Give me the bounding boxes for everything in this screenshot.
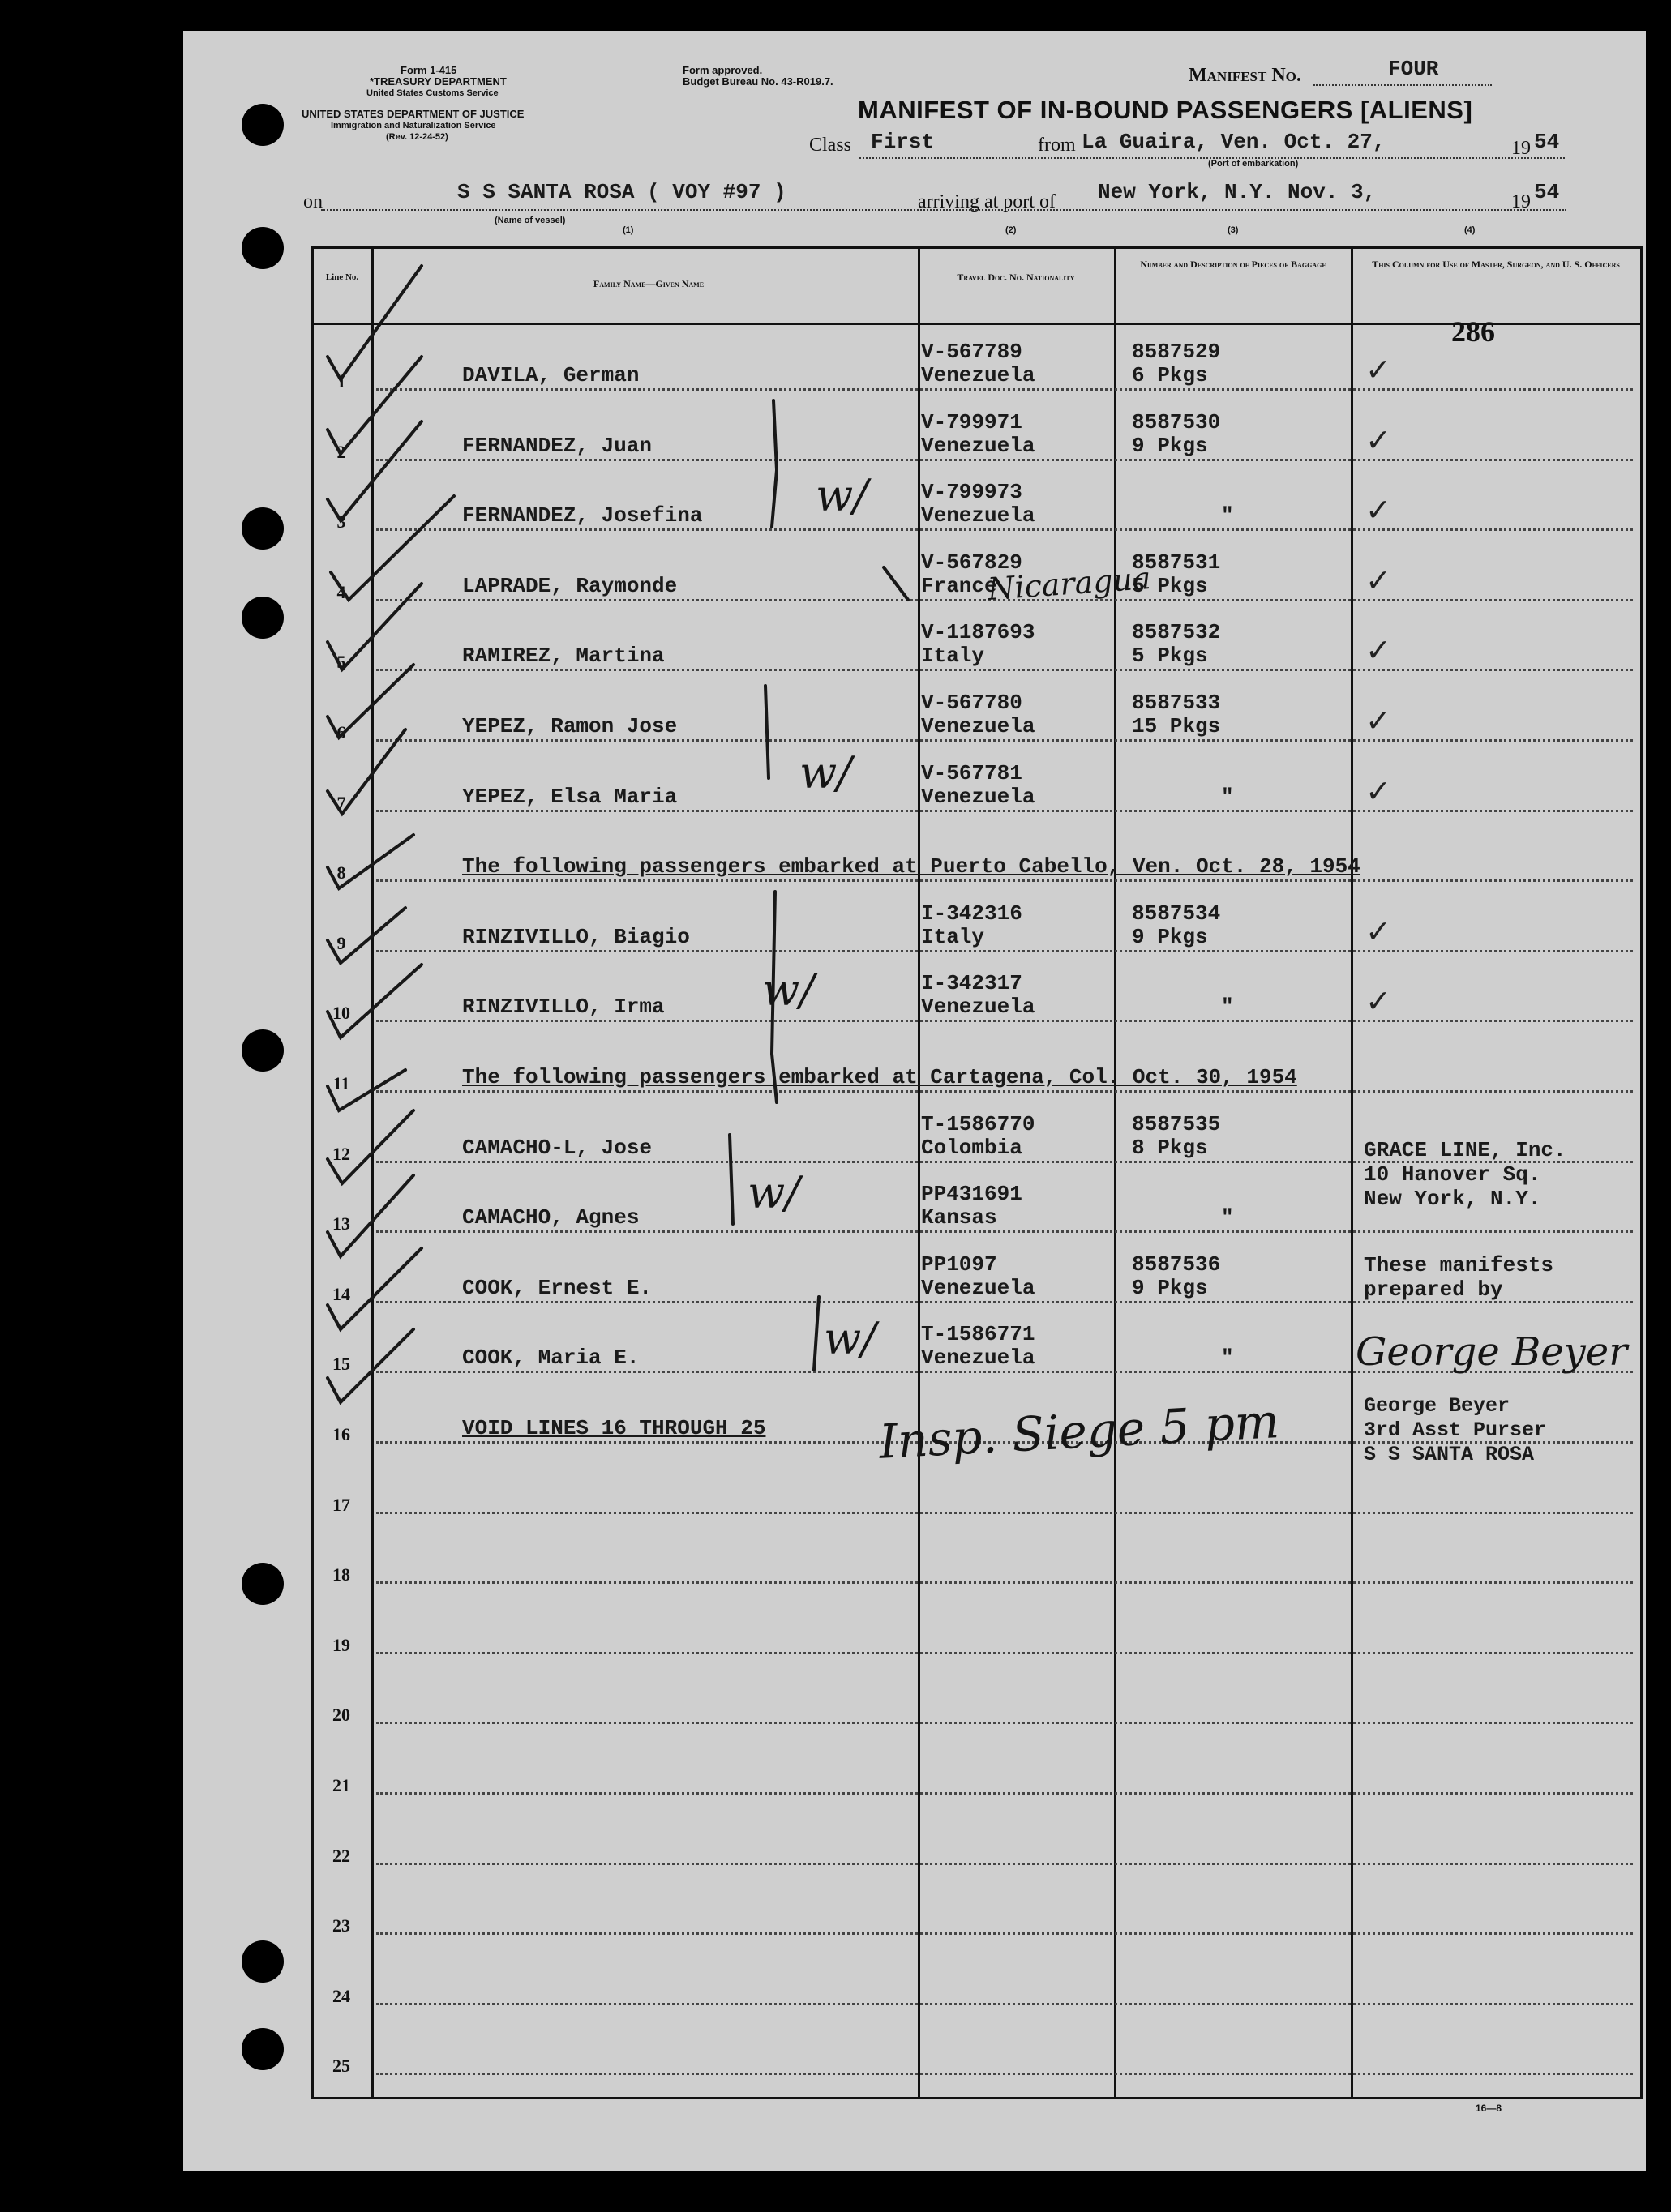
handwritten-inspection-note: Insp. Siege 5 pm xyxy=(877,1393,1281,1470)
officer-check-mark: ✓ xyxy=(1365,703,1391,738)
package-count: " xyxy=(1221,1346,1234,1371)
embarkation-note: VOID LINES 16 THROUGH 25 xyxy=(462,1416,766,1440)
package-count: " xyxy=(1221,784,1234,809)
prepared-line: These manifests xyxy=(1364,1253,1554,1277)
baggage xyxy=(1132,340,1220,387)
line-number: 13 xyxy=(332,1213,350,1234)
prepared-line: prepared by xyxy=(1364,1277,1503,1302)
line-number: 12 xyxy=(332,1143,350,1164)
baggage xyxy=(1132,691,1220,738)
col-3-marker: (3) xyxy=(1228,225,1239,235)
row-ruling xyxy=(376,2003,1633,2005)
travel-doc xyxy=(921,1323,1035,1370)
binder-hole xyxy=(242,1940,284,1983)
row-ruling xyxy=(376,1792,1633,1795)
approval-note: Form approved. xyxy=(683,64,763,76)
row-ruling xyxy=(376,1722,1633,1724)
year-from: 54 xyxy=(1534,130,1560,154)
nationality: Venezuela xyxy=(921,1275,1035,1300)
package-count: " xyxy=(1221,1205,1234,1230)
row-ruling xyxy=(376,2073,1633,2075)
handwritten-wife-mark: w/ xyxy=(816,470,868,521)
row-ruling xyxy=(376,1652,1633,1654)
baggage-number: 8587535 xyxy=(1132,1111,1221,1136)
table-row xyxy=(311,2012,1638,2082)
line-number: 24 xyxy=(332,1985,350,2006)
passenger-name: CAMACHO-L, Jose xyxy=(462,1135,653,1160)
passenger-name: RINZIVILLO, Biagio xyxy=(462,924,690,949)
package-count: 5 Pkgs xyxy=(1132,644,1208,669)
row-ruling xyxy=(376,1581,1633,1584)
package-count: 9 Pkgs xyxy=(1132,1275,1208,1300)
travel-doc xyxy=(921,340,1035,387)
officer-check-mark: ✓ xyxy=(1365,562,1391,598)
handwritten-wife-mark: w/ xyxy=(824,1313,876,1364)
from-port: La Guaira, Ven. Oct. 27, xyxy=(1082,130,1386,154)
treasury-dept: *TREASURY DEPARTMENT xyxy=(370,75,507,88)
table-row xyxy=(311,1731,1638,1801)
passenger-name: RINZIVILLO, Irma xyxy=(462,995,665,1020)
baggage-number: 8587533 xyxy=(1132,691,1221,715)
table-row xyxy=(311,327,1638,397)
nationality: Venezuela xyxy=(921,714,1035,738)
package-count: 15 Pkgs xyxy=(1132,714,1221,738)
row-ruling xyxy=(376,1932,1633,1935)
doc-number: V-567789 xyxy=(921,340,1022,364)
baggage-number: 8587536 xyxy=(1132,1251,1221,1277)
nationality: Colombia xyxy=(921,1135,1022,1160)
arriving-label: arriving at port of xyxy=(918,191,1056,212)
page-title: MANIFEST OF IN-BOUND PASSENGERS [ALIENS] xyxy=(858,96,1473,124)
col-4-marker: (4) xyxy=(1464,225,1476,235)
row-ruling xyxy=(376,739,1633,742)
binder-hole xyxy=(242,1029,284,1072)
arrival-port: New York, N.Y. Nov. 3, xyxy=(1098,180,1377,204)
table-row xyxy=(311,1942,1638,2012)
company-line: 10 Hanover Sq. xyxy=(1364,1162,1541,1187)
line-number: 16 xyxy=(332,1424,350,1444)
ins-name: Immigration and Naturalization Service xyxy=(331,121,496,130)
handwritten-wife-mark: w/ xyxy=(748,1167,800,1218)
row-ruling xyxy=(376,1020,1633,1022)
prepared-block xyxy=(1364,1253,1553,1302)
row-ruling xyxy=(376,459,1633,461)
baggage-number: 8587531 xyxy=(1132,550,1221,575)
travel-doc xyxy=(921,762,1035,809)
line-number: 20 xyxy=(332,1705,350,1726)
package-count: " xyxy=(1221,995,1234,1020)
table-row xyxy=(311,678,1638,748)
row-ruling xyxy=(376,1512,1633,1514)
doc-number: PP1097 xyxy=(921,1251,997,1277)
baggage-number: 8587530 xyxy=(1132,409,1221,434)
line-number: 18 xyxy=(332,1564,350,1585)
doc-number: T-1586770 xyxy=(921,1111,1035,1136)
table-row xyxy=(311,1802,1638,1872)
line-number: 9 xyxy=(336,932,346,953)
travel-doc xyxy=(921,481,1035,528)
table-row xyxy=(311,819,1638,888)
table-row xyxy=(311,538,1638,608)
nationality: Venezuela xyxy=(921,433,1035,458)
package-count: 6 Pkgs xyxy=(1132,363,1208,387)
header-name: Family Name—Given Name xyxy=(593,278,705,289)
passenger-name: FERNANDEZ, Juan xyxy=(462,433,653,458)
nationality: Venezuela xyxy=(921,1346,1035,1371)
binder-hole xyxy=(242,597,284,639)
passenger-name: COOK, Maria E. xyxy=(462,1346,640,1371)
table-row xyxy=(311,1661,1638,1731)
nationality: France xyxy=(921,573,997,598)
form-footer: 16—8 xyxy=(1476,2103,1502,2114)
justice-dept: UNITED STATES DEPARTMENT OF JUSTICE xyxy=(302,108,525,120)
manifest-no: FOUR xyxy=(1388,57,1439,81)
table-row xyxy=(311,468,1638,537)
passenger-name: RAMIREZ, Martina xyxy=(462,644,665,669)
line-number: 3 xyxy=(336,511,346,533)
officer-check-mark: ✓ xyxy=(1365,632,1391,669)
signer-block xyxy=(1364,1394,1546,1467)
embarkation-note: The following passengers embarked at Puerto Cabello, Ven. Oct. 28, 1954 xyxy=(462,854,1360,879)
binder-hole xyxy=(242,1563,284,1605)
officer-check-mark: ✓ xyxy=(1365,421,1391,458)
package-count: " xyxy=(1221,503,1234,528)
package-count: 5 Pkgs xyxy=(1132,573,1208,598)
vessel-name: S S SANTA ROSA ( VOY #97 ) xyxy=(457,180,786,204)
travel-doc xyxy=(921,411,1035,458)
baggage xyxy=(1132,785,1234,809)
port-embark-caption: (Port of embarkation) xyxy=(1208,159,1299,169)
col-1-marker: (1) xyxy=(623,225,634,235)
revision: (Rev. 12-24-52) xyxy=(386,132,448,142)
row-ruling xyxy=(376,810,1633,812)
row-ruling xyxy=(376,669,1633,671)
row-ruling xyxy=(376,388,1633,391)
baggage-number: 8587529 xyxy=(1132,340,1221,364)
row-ruling xyxy=(376,1863,1633,1865)
line-number: 10 xyxy=(332,1003,350,1024)
table-row xyxy=(311,1872,1638,1941)
year-prefix: 19 xyxy=(1511,138,1531,159)
year-prefix-2: 19 xyxy=(1511,191,1531,212)
line-number: 11 xyxy=(332,1073,350,1093)
line-number: 1 xyxy=(336,371,346,391)
table-row xyxy=(311,889,1638,959)
passenger-name: YEPEZ, Elsa Maria xyxy=(462,784,678,809)
page-stamp: 286 xyxy=(1451,315,1495,348)
package-count: 9 Pkgs xyxy=(1132,433,1208,458)
baggage-number: 8587534 xyxy=(1132,901,1221,926)
line-number: 19 xyxy=(332,1634,350,1655)
doc-number: V-567781 xyxy=(921,760,1022,785)
baggage xyxy=(1132,504,1234,528)
passenger-name: YEPEZ, Ramon Jose xyxy=(462,714,678,738)
nationality: Kansas xyxy=(921,1205,997,1230)
line-number: 25 xyxy=(332,2056,350,2077)
table-row xyxy=(311,398,1638,468)
passenger-name: DAVILA, German xyxy=(462,363,640,387)
row-ruling xyxy=(376,528,1633,531)
purser-signature: George Beyer xyxy=(1356,1329,1628,1375)
doc-number: PP431691 xyxy=(921,1182,1022,1207)
line-number: 21 xyxy=(332,1775,350,1795)
package-count: 8 Pkgs xyxy=(1132,1135,1208,1160)
row-ruling xyxy=(376,1230,1633,1233)
handwritten-nationality-correction: Nicaragua xyxy=(986,560,1152,607)
year-arrival: 54 xyxy=(1534,180,1560,204)
officer-check-mark: ✓ xyxy=(1365,913,1391,949)
table-row xyxy=(311,959,1638,1029)
on-label: on xyxy=(303,191,323,212)
line-number: 15 xyxy=(332,1354,350,1375)
doc-number: V-1187693 xyxy=(921,620,1035,645)
company-block xyxy=(1364,1138,1566,1211)
passenger-name: LAPRADE, Raymonde xyxy=(462,573,678,598)
table-row xyxy=(311,1591,1638,1661)
passenger-name: CAMACHO, Agnes xyxy=(462,1205,640,1230)
line-number: 6 xyxy=(336,722,346,742)
travel-doc xyxy=(921,1183,1022,1230)
baggage xyxy=(1132,1113,1220,1160)
nationality: Italy xyxy=(921,924,985,949)
header-officers: This Column for Use of Master, Surgeon, and U. S. Officers xyxy=(1372,259,1620,270)
table-row xyxy=(311,608,1638,678)
baggage xyxy=(1132,1253,1220,1300)
col-2-marker: (2) xyxy=(1005,225,1017,235)
line-number: 7 xyxy=(336,792,346,813)
company-line: New York, N.Y. xyxy=(1364,1187,1541,1211)
baggage-number: 8587532 xyxy=(1132,620,1221,645)
class-value: First xyxy=(871,130,935,154)
form-number: Form 1-415 xyxy=(401,64,457,76)
line-number: 2 xyxy=(336,441,346,462)
budget-bureau: Budget Bureau No. 43-R019.7. xyxy=(683,75,833,88)
baggage xyxy=(1132,411,1220,458)
signer-line: 3rd Asst Purser xyxy=(1364,1418,1547,1442)
nationality: Venezuela xyxy=(921,363,1035,387)
line-number: 14 xyxy=(332,1283,350,1304)
binder-hole xyxy=(242,227,284,269)
officer-check-mark: ✓ xyxy=(1365,772,1391,809)
header-doc: Travel Doc. No. Nationality xyxy=(957,272,1075,283)
header-line-no: Line No. xyxy=(325,272,359,282)
travel-doc xyxy=(921,902,1022,949)
from-label: from xyxy=(1038,135,1076,156)
line-number: 17 xyxy=(332,1494,350,1515)
row-ruling xyxy=(376,950,1633,952)
class-label: Class xyxy=(809,135,852,156)
travel-doc xyxy=(921,972,1035,1019)
line-number: 22 xyxy=(332,1845,350,1866)
officer-check-mark: ✓ xyxy=(1365,492,1391,528)
doc-number: I-342316 xyxy=(921,901,1022,926)
baggage xyxy=(1132,621,1220,668)
binder-hole xyxy=(242,2028,284,2070)
binder-hole xyxy=(242,104,284,146)
nationality: Venezuela xyxy=(921,995,1035,1020)
package-count: 9 Pkgs xyxy=(1132,924,1208,949)
doc-number: T-1586771 xyxy=(921,1322,1035,1347)
doc-number: V-799973 xyxy=(921,480,1022,505)
table-row xyxy=(311,749,1638,819)
travel-doc xyxy=(921,1253,1035,1300)
line-number: 23 xyxy=(332,1915,350,1936)
row-ruling xyxy=(376,879,1633,882)
line-number: 8 xyxy=(336,862,346,884)
baggage xyxy=(1132,1206,1234,1230)
company-line: GRACE LINE, Inc. xyxy=(1364,1138,1566,1162)
nationality: Venezuela xyxy=(921,503,1035,528)
baggage xyxy=(1132,1346,1234,1370)
row-ruling xyxy=(376,1090,1633,1093)
line-number: 5 xyxy=(336,652,346,673)
doc-number: V-799971 xyxy=(921,409,1022,434)
vessel-caption: (Name of vessel) xyxy=(495,216,566,225)
header-baggage: Number and Description of Pieces of Baggage xyxy=(1140,259,1326,270)
travel-doc xyxy=(921,691,1035,738)
line-number: 4 xyxy=(336,581,346,602)
nationality: Venezuela xyxy=(921,784,1035,809)
table-row xyxy=(311,1029,1638,1099)
handwritten-wife-mark: w/ xyxy=(799,747,852,798)
travel-doc xyxy=(921,1113,1035,1160)
manifest-no-label: Manifest No. xyxy=(1189,65,1301,86)
doc-number: V-567829 xyxy=(921,550,1022,575)
nationality: Italy xyxy=(921,644,985,669)
signer-line: George Beyer xyxy=(1364,1394,1510,1418)
doc-number: V-567780 xyxy=(921,691,1022,715)
handwritten-wife-mark: w/ xyxy=(762,965,815,1016)
embarkation-note: The following passengers embarked at Cartagena, Col. Oct. 30, 1954 xyxy=(462,1065,1297,1089)
officer-check-mark: ✓ xyxy=(1365,983,1391,1020)
passenger-name: COOK, Ernest E. xyxy=(462,1275,653,1300)
baggage xyxy=(1132,902,1220,949)
doc-number: I-342317 xyxy=(921,971,1022,996)
officer-check-mark: ✓ xyxy=(1365,352,1391,387)
customs-service: United States Customs Service xyxy=(366,88,499,98)
travel-doc xyxy=(921,621,1035,668)
table-row xyxy=(311,1521,1638,1590)
binder-hole xyxy=(242,507,284,550)
passenger-name: FERNANDEZ, Josefina xyxy=(462,503,703,528)
signer-line: S S SANTA ROSA xyxy=(1364,1443,1535,1466)
baggage xyxy=(1132,995,1234,1019)
